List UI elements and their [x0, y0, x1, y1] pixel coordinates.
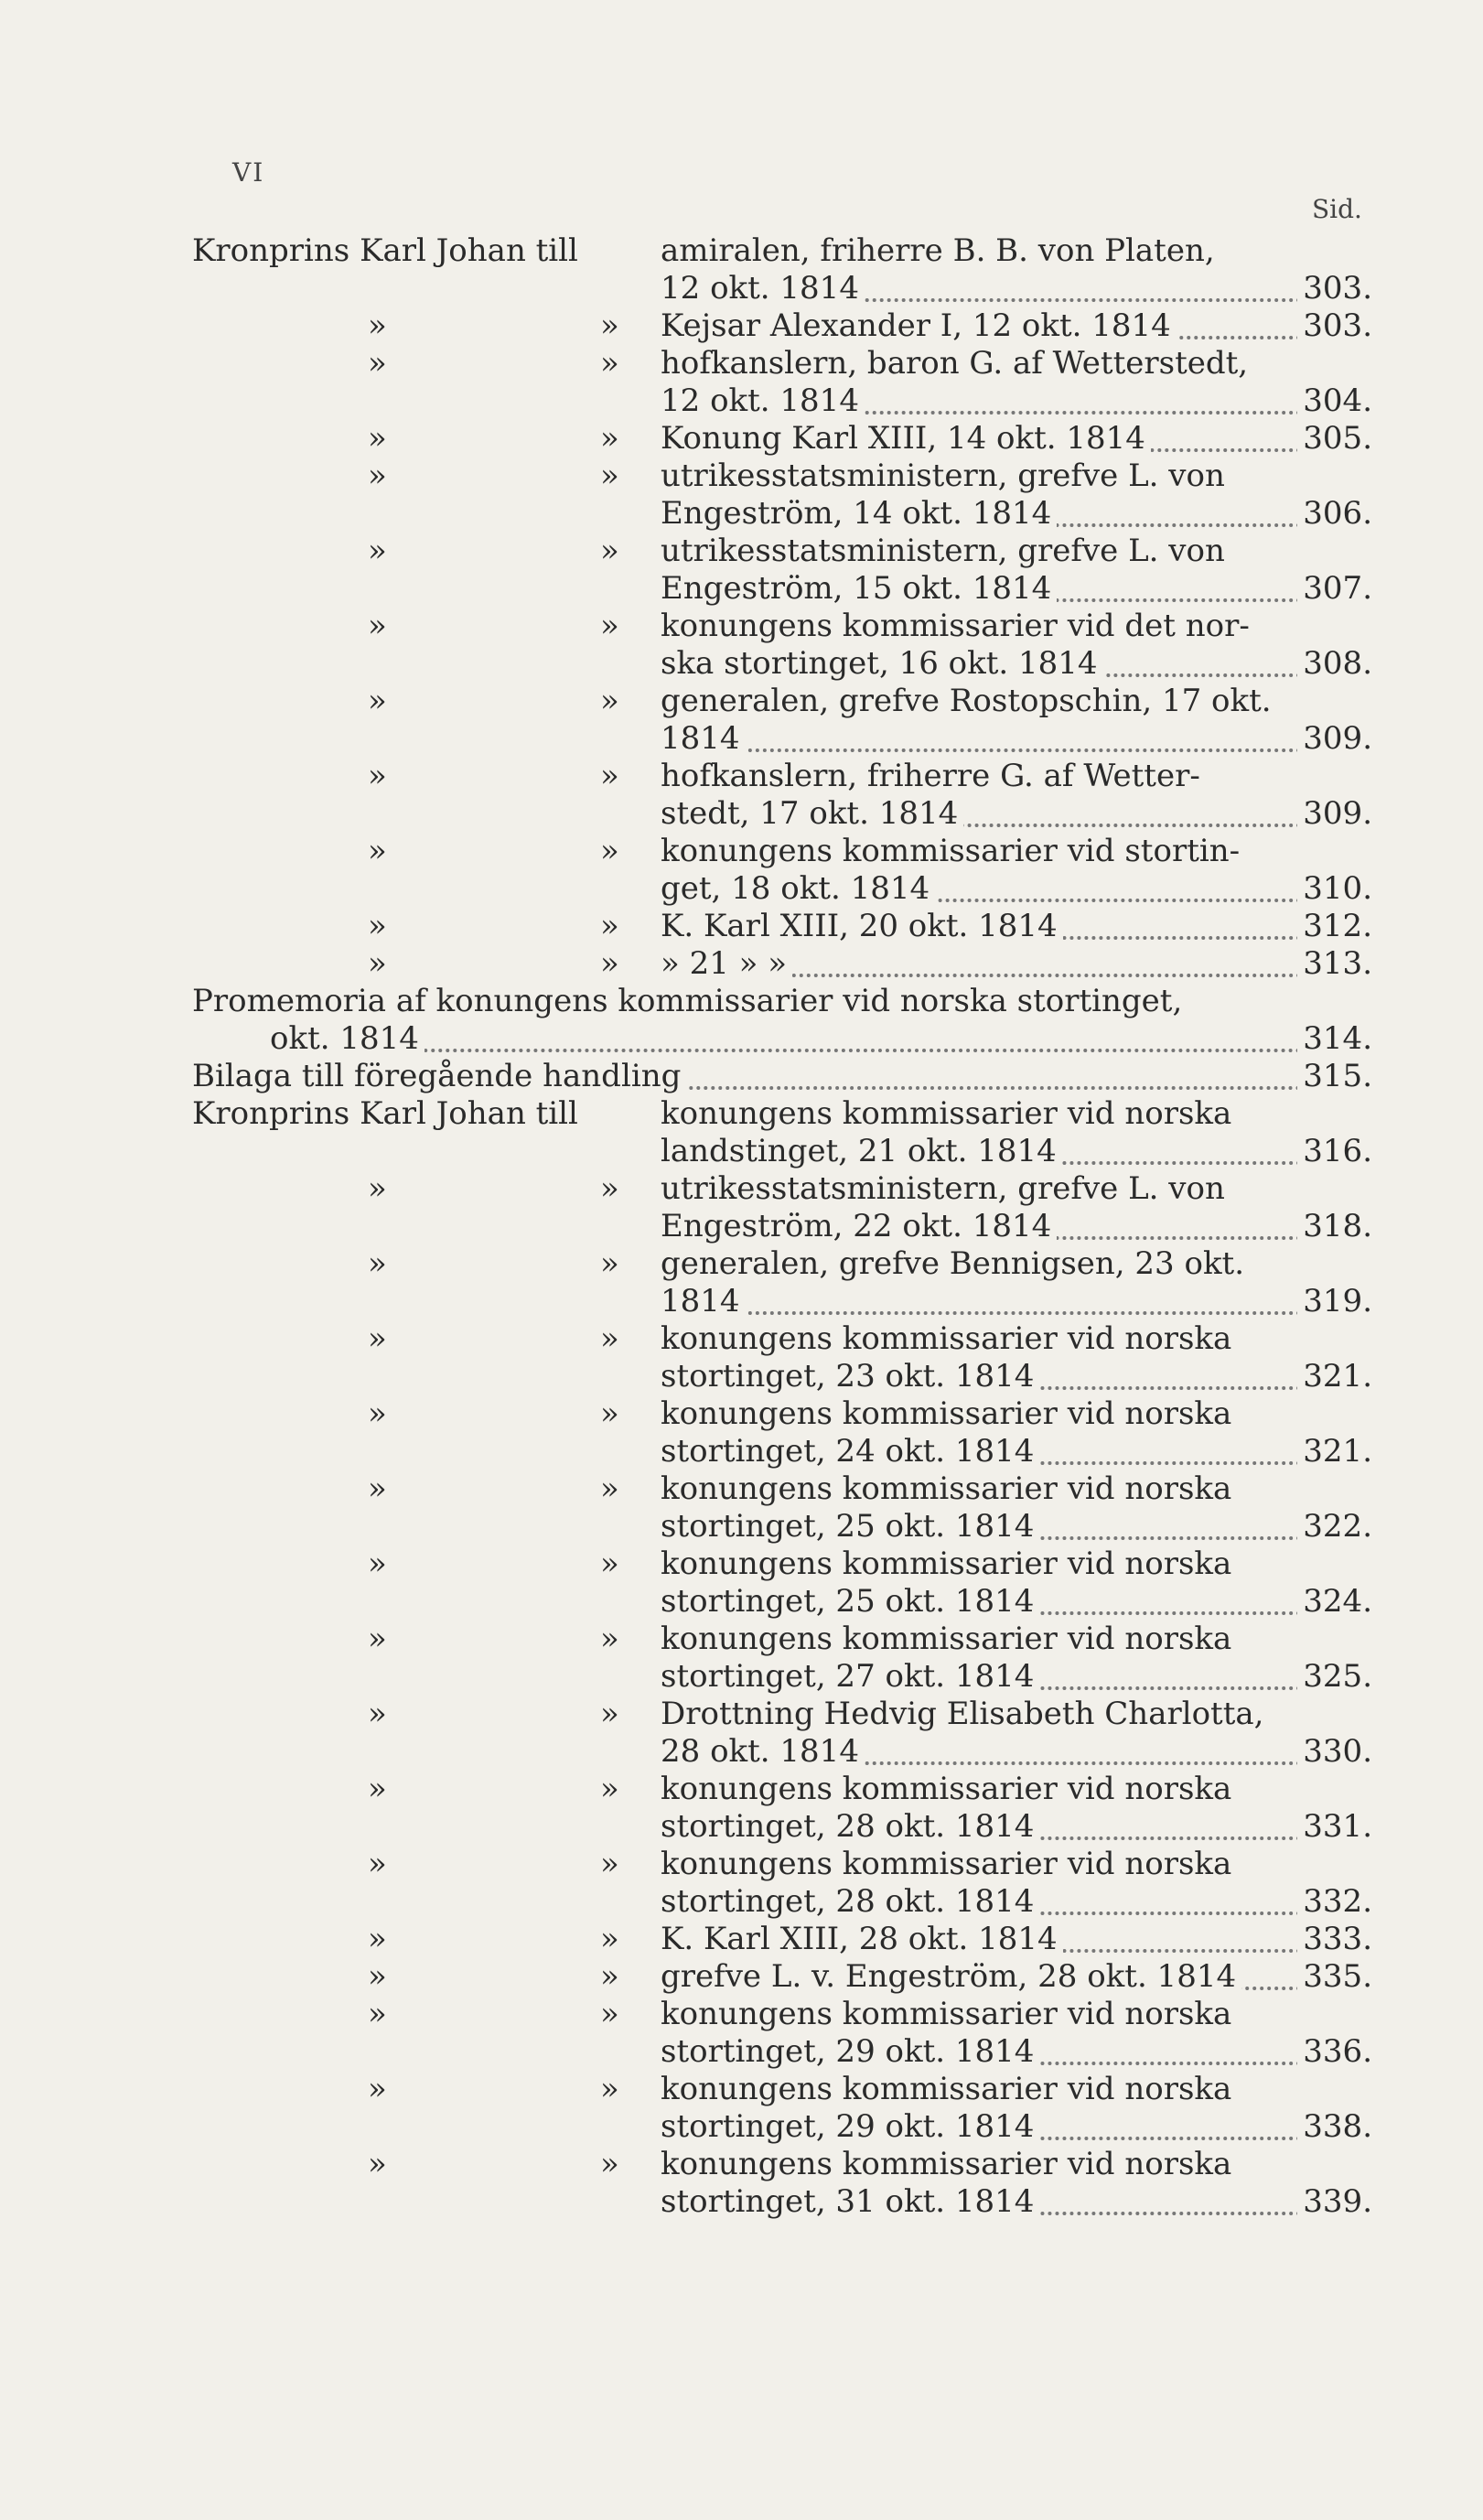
entry-text — [661, 1283, 1372, 1320]
page-ref: 322. — [1297, 1508, 1372, 1545]
page-ref: 303. — [1297, 270, 1372, 307]
page-ref: 309. — [1297, 720, 1372, 758]
ditto-mark: » — [600, 2146, 619, 2182]
entry-text — [661, 1658, 1372, 1696]
toc-line — [192, 382, 1372, 420]
entry-title: okt. 1814 — [270, 1020, 424, 1057]
ditto-mark: » — [368, 1170, 387, 1207]
toc-line — [192, 1208, 1372, 1245]
toc-line — [192, 833, 1372, 870]
page-ref: 336. — [1297, 2033, 1372, 2071]
toc-line — [192, 945, 1372, 983]
entry-title: Bilaga till föregående handling — [192, 1058, 686, 1094]
entry-text: Promemoria af konungens kommissarier vid norska stortinget, — [192, 983, 1183, 1019]
page-ref: 338. — [1297, 2108, 1372, 2146]
entry-text: konungens kommissarier vid norska — [661, 1621, 1232, 1657]
toc-line — [192, 1095, 1372, 1133]
toc-line — [192, 983, 1372, 1020]
entry-text — [661, 1733, 1372, 1771]
toc-entry — [192, 1621, 1372, 1696]
entry-text: konungens kommissarier vid norska — [661, 2071, 1232, 2107]
entry-text: utrikesstatsministern, grefve L. von — [661, 1170, 1225, 1207]
entry-text: konungens kommissarier vid det nor- — [661, 608, 1250, 644]
leader-dots — [661, 1311, 1301, 1315]
ditto-mark: » — [600, 1846, 619, 1882]
page-ref: 325. — [1297, 1658, 1372, 1696]
ditto-mark: » — [368, 1771, 387, 1807]
page-ref: 310. — [1297, 870, 1372, 908]
entry-title: stedt, 17 okt. 1814 — [661, 795, 963, 832]
toc-line — [192, 1058, 1372, 1095]
ditto-mark: » — [600, 1771, 619, 1807]
ditto-mark: » — [368, 2146, 387, 2182]
entry-title: Engeström, 15 okt. 1814 — [661, 570, 1057, 607]
ditto-mark: » — [600, 833, 619, 869]
toc-line — [192, 1733, 1372, 1771]
toc-entry — [192, 232, 1372, 307]
entry-title: » 21 » » — [661, 945, 792, 982]
entry-text: generalen, grefve Rostopschin, 17 okt. — [661, 683, 1272, 719]
entry-text — [661, 270, 1372, 307]
toc-line — [192, 2146, 1372, 2183]
ditto-mark: » — [368, 758, 387, 794]
page-ref: 315. — [1297, 1058, 1372, 1095]
entry-title: grefve L. v. Engeström, 28 okt. 1814 — [661, 1958, 1241, 1995]
entry-text — [661, 645, 1372, 683]
page-ref: 331. — [1297, 1808, 1372, 1846]
entry-title: 1814 — [661, 1283, 746, 1319]
ditto-mark: » — [600, 1621, 619, 1657]
entry-text: Drottning Hedvig Elisabeth Charlotta, — [661, 1696, 1264, 1732]
ditto-mark: » — [368, 1621, 387, 1657]
entry-text — [661, 1808, 1372, 1846]
entry-text — [661, 495, 1372, 533]
page-ref: 332. — [1297, 1883, 1372, 1921]
entry-title: 1814 — [661, 720, 746, 757]
toc-line — [192, 1283, 1372, 1320]
entry-text: konungens kommissarier vid norska — [661, 1771, 1232, 1807]
page-ref: 321. — [1297, 1358, 1372, 1395]
entry-text — [661, 1358, 1372, 1395]
ditto-mark: » — [368, 1245, 387, 1282]
entry-title: Engeström, 14 okt. 1814 — [661, 495, 1057, 532]
entry-lead: Kronprins Karl Johan till — [192, 232, 578, 269]
ditto-mark: » — [368, 1996, 387, 2032]
toc-line — [192, 1133, 1372, 1170]
toc-entry — [192, 1470, 1372, 1545]
ditto-mark: » — [600, 1395, 619, 1432]
toc-line — [192, 758, 1372, 795]
ditto-mark: » — [600, 458, 619, 494]
toc-line — [192, 1771, 1372, 1808]
toc-line — [192, 1020, 1372, 1058]
ditto-mark: » — [600, 908, 619, 944]
ditto-mark: » — [600, 420, 619, 457]
ditto-mark: » — [600, 345, 619, 382]
ditto-mark: » — [600, 533, 619, 569]
ditto-mark: » — [600, 945, 619, 982]
ditto-mark: » — [600, 1170, 619, 1207]
entry-text — [661, 1208, 1372, 1245]
entry-lead: Kronprins Karl Johan till — [192, 1095, 578, 1132]
toc-entry — [192, 1395, 1372, 1470]
entry-text: konungens kommissarier vid stortin- — [661, 833, 1241, 869]
page-ref: 305. — [1297, 420, 1372, 458]
toc-entry — [192, 1846, 1372, 1921]
entry-text — [661, 1433, 1372, 1470]
ditto-mark: » — [368, 533, 387, 569]
toc-entry — [192, 1771, 1372, 1846]
ditto-mark: » — [600, 683, 619, 719]
toc-line — [192, 1320, 1372, 1358]
toc-line — [192, 2108, 1372, 2146]
toc-line — [192, 1470, 1372, 1508]
entry-title: stortinget, 29 okt. 1814 — [661, 2033, 1039, 2070]
toc-line — [192, 270, 1372, 307]
entry-title: landstinget, 21 okt. 1814 — [661, 1133, 1062, 1169]
toc-line — [192, 1170, 1372, 1208]
entry-text — [661, 1958, 1372, 1996]
entry-text — [661, 570, 1372, 608]
page-ref: 339. — [1297, 2183, 1372, 2221]
page-ref: 314. — [1297, 1020, 1372, 1058]
entry-text — [661, 795, 1372, 833]
entry-title: stortinget, 25 okt. 1814 — [661, 1508, 1039, 1545]
entry-title: stortinget, 28 okt. 1814 — [661, 1883, 1039, 1920]
toc-entry — [192, 420, 1372, 458]
toc-entry — [192, 1095, 1372, 1170]
toc-line — [192, 1395, 1372, 1433]
toc-line — [192, 908, 1372, 945]
entry-text — [661, 908, 1372, 945]
table-of-contents — [192, 232, 1372, 2221]
ditto-mark: » — [368, 1320, 387, 1357]
leader-dots — [661, 748, 1301, 752]
toc-line — [192, 2033, 1372, 2071]
ditto-mark: » — [368, 833, 387, 869]
ditto-mark: » — [600, 1320, 619, 1357]
entry-text — [661, 870, 1372, 908]
toc-entry — [192, 1245, 1372, 1320]
toc-line — [192, 1433, 1372, 1470]
toc-entry — [192, 1958, 1372, 1996]
toc-line — [192, 2183, 1372, 2221]
ditto-mark: » — [368, 608, 387, 644]
page-ref: 304. — [1297, 382, 1372, 420]
ditto-mark: » — [368, 307, 387, 344]
page-ref: 318. — [1297, 1208, 1372, 1245]
ditto-mark: » — [368, 420, 387, 457]
toc-entry — [192, 908, 1372, 945]
toc-entry — [192, 1170, 1372, 1245]
toc-line — [192, 1545, 1372, 1583]
ditto-mark: » — [368, 683, 387, 719]
ditto-mark: » — [600, 1958, 619, 1995]
entry-text: konungens kommissarier vid norska — [661, 1470, 1232, 1507]
ditto-mark: » — [368, 1470, 387, 1507]
entry-title: stortinget, 23 okt. 1814 — [661, 1358, 1039, 1395]
page-column-label: Sid. — [1312, 194, 1362, 224]
toc-line — [192, 1358, 1372, 1395]
entry-text: konungens kommissarier vid norska — [661, 1996, 1232, 2032]
ditto-mark: » — [368, 1921, 387, 1957]
entry-text — [661, 307, 1372, 345]
toc-line — [192, 495, 1372, 533]
page-ref: 306. — [1297, 495, 1372, 533]
entry-text: amiralen, friherre B. B. von Platen, — [661, 232, 1215, 269]
entry-title: Kejsar Alexander I, 12 okt. 1814 — [661, 307, 1177, 344]
entry-title: Engeström, 22 okt. 1814 — [661, 1208, 1057, 1244]
page-ref: 312. — [1297, 908, 1372, 945]
toc-entry — [192, 833, 1372, 908]
toc-entry — [192, 533, 1372, 608]
entry-text — [661, 2033, 1372, 2071]
entry-title: 12 okt. 1814 — [661, 382, 865, 419]
toc-line — [192, 795, 1372, 833]
toc-entry — [192, 683, 1372, 758]
toc-entry — [192, 1696, 1372, 1771]
entry-title: get, 18 okt. 1814 — [661, 870, 935, 907]
toc-line — [192, 1996, 1372, 2033]
toc-line — [192, 1658, 1372, 1696]
entry-title: K. Karl XIII, 28 okt. 1814 — [661, 1921, 1063, 1957]
page-ref: 303. — [1297, 307, 1372, 345]
page-ref: 319. — [1297, 1283, 1372, 1320]
toc-line — [192, 1621, 1372, 1658]
toc-line — [192, 645, 1372, 683]
toc-line — [192, 232, 1372, 270]
ditto-mark: » — [368, 1696, 387, 1732]
entry-text: konungens kommissarier vid norska — [661, 2146, 1232, 2182]
toc-line — [192, 1883, 1372, 1921]
leader-dots — [270, 1049, 1301, 1052]
entry-title: stortinget, 28 okt. 1814 — [661, 1808, 1039, 1845]
toc-entry — [192, 458, 1372, 533]
toc-line — [192, 683, 1372, 720]
ditto-mark: » — [600, 608, 619, 644]
ditto-mark: » — [368, 2071, 387, 2107]
toc-entry — [192, 345, 1372, 420]
toc-entry — [192, 1996, 1372, 2071]
entry-text: utrikesstatsministern, grefve L. von — [661, 458, 1225, 494]
toc-entry — [192, 945, 1372, 983]
toc-line — [192, 570, 1372, 608]
page-ref: 333. — [1297, 1921, 1372, 1958]
ditto-mark: » — [368, 945, 387, 982]
entry-text — [661, 1508, 1372, 1545]
entry-text — [661, 2108, 1372, 2146]
entry-text: hofkanslern, baron G. af Wetterstedt, — [661, 345, 1249, 382]
ditto-mark: » — [600, 1545, 619, 1582]
ditto-mark: » — [368, 1846, 387, 1882]
ditto-mark: » — [600, 2071, 619, 2107]
ditto-mark: » — [600, 1245, 619, 1282]
toc-line — [192, 1846, 1372, 1883]
ditto-mark: » — [600, 307, 619, 344]
toc-line — [192, 608, 1372, 645]
ditto-mark: » — [600, 1696, 619, 1732]
entry-text — [661, 1133, 1372, 1170]
entry-title: 12 okt. 1814 — [661, 270, 865, 307]
ditto-mark: » — [600, 758, 619, 794]
toc-line — [192, 1921, 1372, 1958]
entry-text — [661, 945, 1372, 983]
entry-text — [661, 1883, 1372, 1921]
page-ref: 307. — [1297, 570, 1372, 608]
page-ref: 321. — [1297, 1433, 1372, 1470]
toc-line — [192, 1958, 1372, 1996]
entry-text: generalen, grefve Bennigsen, 23 okt. — [661, 1245, 1245, 1282]
entry-text — [270, 1020, 1372, 1058]
toc-line — [192, 2071, 1372, 2108]
toc-line — [192, 720, 1372, 758]
toc-entry — [192, 1545, 1372, 1621]
entry-title: stortinget, 27 okt. 1814 — [661, 1658, 1039, 1695]
entry-text: utrikesstatsministern, grefve L. von — [661, 533, 1225, 569]
entry-text — [661, 382, 1372, 420]
page-ref: 316. — [1297, 1133, 1372, 1170]
ditto-mark: » — [600, 1921, 619, 1957]
entry-text — [661, 1921, 1372, 1958]
entry-title: K. Karl XIII, 20 okt. 1814 — [661, 908, 1063, 944]
entry-text: hofkanslern, friherre G. af Wetter- — [661, 758, 1200, 794]
entry-text — [661, 720, 1372, 758]
ditto-mark: » — [368, 345, 387, 382]
page-ref: 309. — [1297, 795, 1372, 833]
entry-title: Konung Karl XIII, 14 okt. 1814 — [661, 420, 1151, 457]
entry-title: stortinget, 25 okt. 1814 — [661, 1583, 1039, 1620]
toc-entry — [192, 2071, 1372, 2146]
ditto-mark: » — [368, 1958, 387, 1995]
toc-line — [192, 1808, 1372, 1846]
toc-entry — [192, 1921, 1372, 1958]
ditto-mark: » — [368, 908, 387, 944]
page-ref: 330. — [1297, 1733, 1372, 1771]
entry-text — [661, 420, 1372, 458]
entry-text: konungens kommissarier vid norska — [661, 1320, 1232, 1357]
entry-text — [661, 1583, 1372, 1621]
entry-title: stortinget, 29 okt. 1814 — [661, 2108, 1039, 2145]
entry-title: stortinget, 31 okt. 1814 — [661, 2183, 1039, 2220]
entry-text: konungens kommissarier vid norska — [661, 1846, 1232, 1882]
toc-line — [192, 1508, 1372, 1545]
ditto-mark: » — [600, 1996, 619, 2032]
page-ref: 335. — [1297, 1958, 1372, 1996]
toc-line — [192, 533, 1372, 570]
toc-line — [192, 1245, 1372, 1283]
toc-line — [192, 345, 1372, 382]
page-ref: 313. — [1297, 945, 1372, 983]
entry-text: konungens kommissarier vid norska — [661, 1095, 1232, 1132]
entry-title: 28 okt. 1814 — [661, 1733, 865, 1770]
entry-text: konungens kommissarier vid norska — [661, 1545, 1232, 1582]
toc-entry — [192, 1058, 1372, 1095]
toc-entry — [192, 1320, 1372, 1395]
page-ref: 308. — [1297, 645, 1372, 683]
ditto-mark: » — [600, 1470, 619, 1507]
toc-entry — [192, 983, 1372, 1058]
ditto-mark: » — [368, 1395, 387, 1432]
toc-line — [192, 870, 1372, 908]
page-number: VI — [232, 157, 265, 188]
entry-title: stortinget, 24 okt. 1814 — [661, 1433, 1039, 1470]
entry-text: konungens kommissarier vid norska — [661, 1395, 1232, 1432]
entry-text — [661, 2183, 1372, 2221]
entry-text — [192, 1058, 1372, 1095]
ditto-mark: » — [368, 458, 387, 494]
toc-entry — [192, 2146, 1372, 2221]
toc-line — [192, 1696, 1372, 1733]
toc-line — [192, 307, 1372, 345]
toc-entry — [192, 608, 1372, 683]
toc-entry — [192, 307, 1372, 345]
page-ref: 324. — [1297, 1583, 1372, 1621]
toc-line — [192, 1583, 1372, 1621]
toc-line — [192, 458, 1372, 495]
toc-entry — [192, 758, 1372, 833]
ditto-mark: » — [368, 1545, 387, 1582]
entry-title: ska stortinget, 16 okt. 1814 — [661, 645, 1103, 682]
toc-line — [192, 420, 1372, 458]
